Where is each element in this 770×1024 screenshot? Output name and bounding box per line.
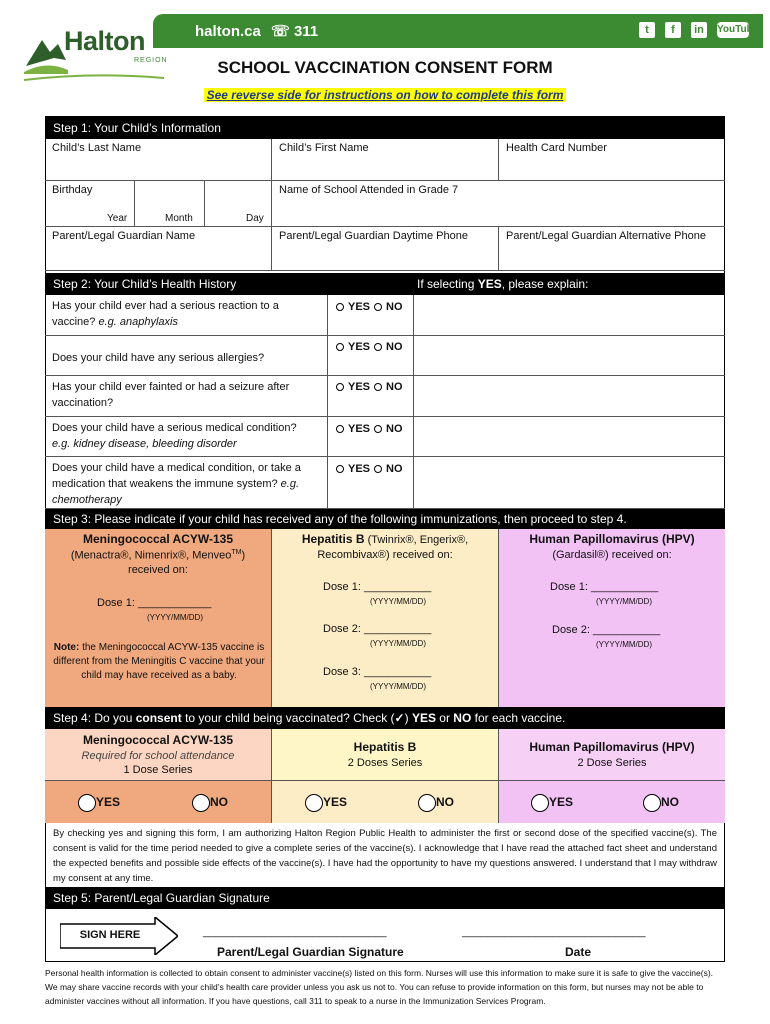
q4-yes-option[interactable] [336,423,370,435]
radio-icon[interactable] [374,425,382,433]
subtitle-text: See reverse side for instructions on how to complete this form [204,88,567,102]
hepb-received-label: Recombivax®) received on: [317,549,453,561]
hepb-consent-title: Hepatitis B [353,740,417,754]
radio-icon[interactable] [418,794,436,812]
yes-label: YES [96,795,121,810]
form-title: SCHOOL VACCINATION CONSENT FORM [217,58,553,77]
birthday-label: Birthday [52,184,93,196]
signature-line[interactable]: ______________________________ [203,926,387,938]
question-text: vaccination? [52,397,114,409]
step4-header [45,707,725,729]
question-text: Does your child have any serious allergies? [52,352,265,364]
mening-series: 1 Dose Series [123,764,193,776]
step4-consent-word: consent [135,711,182,725]
step4-text: Step 4: Do you [53,711,136,725]
month-label: Month [165,213,193,224]
question-example: chemotherapy [52,494,122,506]
explain-heading [417,273,588,295]
step1-header: Step 1: Your Child’s Information [45,117,725,139]
q3-no-option[interactable] [374,381,403,393]
site-link[interactable] [195,22,318,40]
school-name-label: Name of School Attended in Grade 7 [279,184,459,196]
logo-region: REGION [134,57,168,64]
no-label: NO [386,341,403,353]
q1-yes-option[interactable] [336,301,370,313]
guardian-alt-phone-field[interactable] [499,227,725,271]
hepb-dose1-field[interactable]: Dose 1: ___________ [323,581,432,593]
guardian-name-field[interactable] [45,227,272,271]
radio-icon[interactable] [336,383,344,391]
sign-here-label: SIGN HERE [79,929,141,941]
note-label: Note: [53,642,80,653]
radio-icon[interactable] [336,465,344,473]
q5-explain-field[interactable] [414,457,725,509]
mening-brands-end: ) [241,549,246,562]
guardian-name-label: Parent/Legal Guardian Name [52,230,196,242]
mening-history-panel [45,529,272,707]
date-format-hint: (YYYY/MM/DD) [596,640,652,649]
hepb-series: 2 Doses Series [347,757,423,769]
child-first-name-label: Child’s First Name [279,142,369,154]
q3-yes-option[interactable] [336,381,370,393]
date-format-hint: (YYYY/MM/DD) [370,682,426,691]
radio-icon[interactable] [374,303,382,311]
date-format-hint: (YYYY/MM/DD) [147,613,203,622]
hpv-consent-title: Human Papillomavirus (HPV) [529,740,695,754]
hepb-dose2-field[interactable]: Dose 2: ___________ [323,623,432,635]
day-label: Day [246,213,264,224]
no-label: NO [386,463,403,475]
yes-label: YES [348,463,371,475]
q1-no-option[interactable] [374,301,403,313]
no-label: NO [386,381,403,393]
health-question-1 [45,295,328,336]
q5-yes-option[interactable] [336,463,370,475]
question-example: e.g. kidney disease, bleeding disorder [52,438,237,450]
mening-required-note: Required for school attendance [81,750,235,762]
question-example: e.g. [280,478,300,490]
hepb-dose3-field[interactable]: Dose 3: ___________ [323,666,432,678]
hepb-brands: (Twinrix®, Engerix®, [364,534,469,546]
signature-label: Parent/Legal Guardian Signature [217,945,404,959]
step3-header: Step 3: Please indicate if your child has received any of the following immunizations, then proceed to step 4. [45,509,725,529]
site-url[interactable]: halton.ca [195,23,261,40]
explain-yes: YES [477,277,502,291]
radio-icon[interactable] [305,794,323,812]
step4-text: for each vaccine. [471,711,566,725]
question-example: e.g. anaphylaxis [98,316,178,328]
radio-icon[interactable] [78,794,96,812]
guardian-alt-phone-label: Parent/Legal Guardian Alternative Phone [506,230,706,242]
explain-suffix: , please explain: [501,277,589,291]
radio-icon[interactable] [531,794,549,812]
no-label: NO [210,795,228,810]
mening-dose1-field[interactable]: Dose 1: ____________ [97,597,212,609]
hepb-history-panel [272,529,499,707]
no-label: NO [386,423,403,435]
date-line[interactable]: ______________________________ [462,926,646,938]
hpv-series: 2 Dose Series [577,757,647,769]
question-text: vaccine? [52,316,99,328]
child-last-name-label: Child’s Last Name [52,142,142,154]
date-format-hint: (YYYY/MM/DD) [596,597,652,606]
privacy-notice: Personal health information is collected to obtain consent to administer vaccine(s) listed on this form. Nurses will use this information to make sure it is safe to give the vaccine(s). We may share vaccine records with your child’s health care provider unless you ask us not to. You can refuse to provide information on this form, but nurses may not be able to administer vaccines without all information. If you have questions, call 311 to speak to a nurse in the Immunization Services Program. [45,968,714,1006]
hpv-no-option[interactable] [643,794,679,812]
question-text: Does your child have a medical condition, or take a [52,462,301,474]
radio-icon[interactable] [336,303,344,311]
question-text: Has your child ever fainted or had a seizure after [52,381,290,393]
question-text: Does your child have a serious medical condition? [52,422,297,434]
q2-no-option[interactable] [374,341,403,353]
school-name-field[interactable] [272,181,725,227]
health-question-3 [45,376,328,417]
radio-icon[interactable] [336,343,344,351]
no-label: NO [386,301,403,313]
hpv-history-panel [499,529,725,707]
radio-icon[interactable] [192,794,210,812]
step4-yes-word: YES [411,711,436,725]
mening-consent-title: Meningococcal ACYW-135 [82,733,233,747]
year-label: Year [107,213,128,224]
linkedin-icon[interactable]: in [691,22,707,38]
q2-yes-no [328,336,414,376]
child-first-name-field[interactable] [272,139,499,181]
mening-no-option[interactable] [192,794,228,812]
health-card-label: Health Card Number [506,142,607,154]
step5-header: Step 5: Parent/Legal Guardian Signature [45,887,725,909]
radio-icon[interactable] [374,383,382,391]
hpv-yes-option[interactable] [531,794,573,812]
facebook-icon[interactable]: f [665,22,681,38]
step4-text: to your child being vaccinated? Check ( [181,711,395,725]
note-text: the Meningococcal ACYW-135 vaccine is different from the Meningitis C vaccine that your child may have received as a baby. [53,642,265,681]
health-question-2 [45,336,328,376]
mening-title: Meningococcal ACYW-135 [82,532,233,546]
form-subtitle [0,88,770,102]
date-format-hint: (YYYY/MM/DD) [370,597,426,606]
hpv-consent-header [499,729,725,781]
radio-icon[interactable] [374,465,382,473]
no-label: NO [436,795,454,810]
yes-label: YES [348,381,371,393]
date-format-hint: (YYYY/MM/DD) [370,639,426,648]
q5-no-option[interactable] [374,463,403,475]
yes-label: YES [348,423,371,435]
radio-icon[interactable] [336,425,344,433]
q4-no-option[interactable] [374,423,403,435]
step4-no-word: NO [453,711,472,725]
mening-note [53,641,265,683]
twitter-icon[interactable]: t [639,22,655,38]
mening-consent-header [45,729,272,781]
step4-text: or [435,711,454,725]
q3-explain-field[interactable] [414,376,725,417]
step4-text: ) [404,711,412,725]
hepb-no-option[interactable] [418,794,454,812]
child-last-name-field[interactable] [45,139,272,181]
step2-header [45,273,725,295]
mening-yes-option[interactable] [78,794,120,812]
hepb-title: Hepatitis B [301,532,365,546]
yes-label: YES [348,341,371,353]
q2-yes-option[interactable] [336,341,370,353]
top-banner [153,14,763,48]
q5-yes-no [328,457,414,509]
hpv-dose2-field[interactable]: Dose 2: ___________ [552,624,661,636]
hpv-received-label: (Gardasil®) received on: [552,549,672,561]
hpv-dose1-field[interactable]: Dose 1: ___________ [550,581,659,593]
date-label: Date [565,945,592,959]
sign-here-arrow [60,917,178,955]
hepb-consent-header [272,729,499,781]
birthday-year-field[interactable] [45,181,135,227]
health-card-field[interactable] [499,139,725,181]
question-text: Has your child ever had a serious reaction to a [52,300,279,312]
q1-yes-no [328,295,414,336]
radio-icon[interactable] [374,343,382,351]
phone-icon: ☏ [271,23,290,40]
mening-brands: (Menactra®, Nimenrix®, Menveo [70,549,232,562]
question-text: medication that weakens the immune system? [52,478,281,490]
q3-yes-no [328,376,414,417]
checkmark-icon: ✓ [394,711,405,725]
q1-explain-field[interactable] [414,295,725,336]
health-question-5 [45,457,328,509]
logo-text: Halton [64,26,145,56]
explain-prefix: If selecting [417,277,478,291]
youtube-icon[interactable]: YouTube [717,22,749,38]
step2-title: Step 2: Your Child’s Health History [53,277,237,291]
yes-label: YES [323,795,348,810]
trademark-mark: TM [231,549,242,556]
phone-number: 311 [293,23,319,40]
mening-received-label: received on: [128,563,188,576]
no-label: NO [661,795,679,810]
guardian-day-phone-field[interactable] [272,227,499,271]
q2-explain-field[interactable] [414,336,725,376]
birthday-month-field[interactable] [135,181,205,227]
hepb-yes-option[interactable] [305,794,347,812]
q4-yes-no [328,417,414,457]
birthday-day-field[interactable] [205,181,272,227]
radio-icon[interactable] [643,794,661,812]
social-links [639,22,759,38]
hpv-title: Human Papillomavirus (HPV) [529,532,695,546]
health-question-4 [45,417,328,457]
consent-statement: By checking yes and signing this form, I am authorizing Halton Region Public Health to administer the first or second dose of the specified vaccine(s). The consent is valid for the time period needed to give a complete series of the vaccine(s). I acknowledge that I have read the attached fact sheet and understand the expected benefits and possible side effects of the vaccine(s). I have had the opportunity to have my questions answered. I understand that I may withdraw my consent at any time. [53,828,717,884]
yes-label: YES [348,301,371,313]
guardian-day-phone-label: Parent/Legal Guardian Daytime Phone [279,230,468,242]
q4-explain-field[interactable] [414,417,725,457]
yes-label: YES [549,795,574,810]
